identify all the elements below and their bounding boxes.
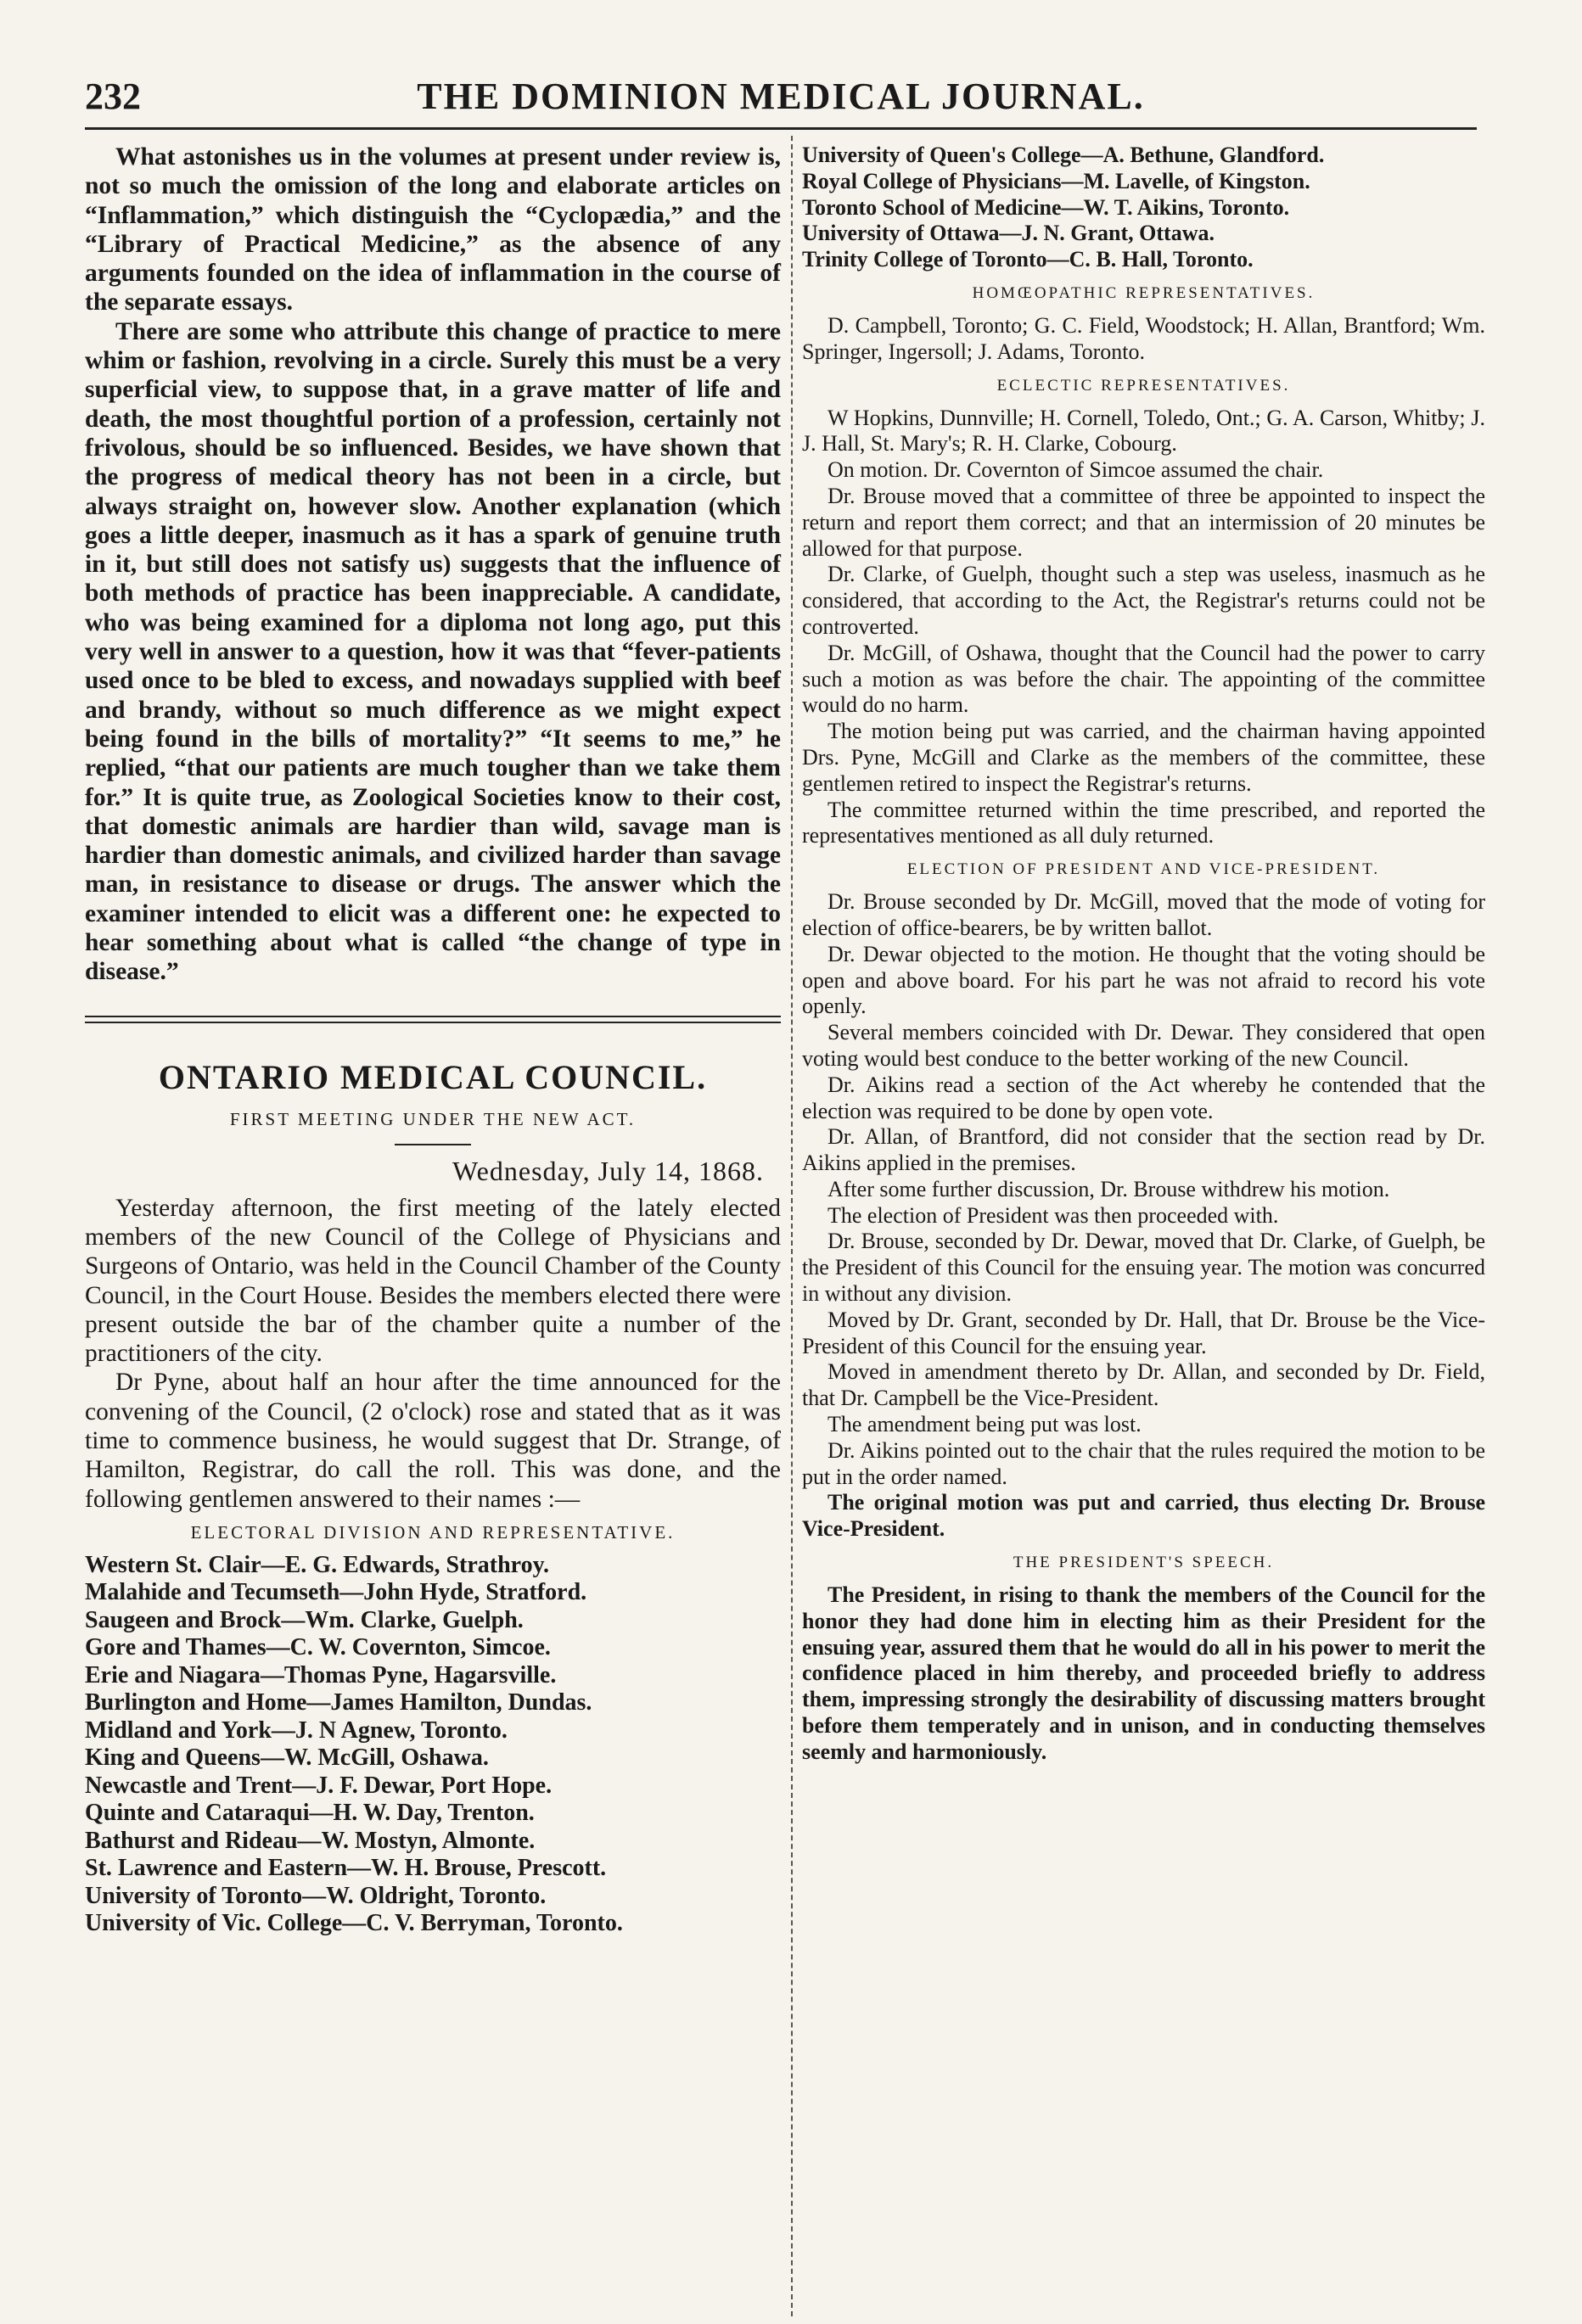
election-paragraph: The amendment being put was lost.	[827, 1412, 1142, 1437]
proceedings-paragraph: The committee returned within the time prescribed, and reported the representatives mentioned as all duly returned.	[802, 797, 1485, 848]
eclectic-heading: ECLECTIC REPRESENTATIVES.	[996, 376, 1291, 395]
proceedings-paragraph: On motion. Dr. Covernton of Simcoe assumed the chair.	[827, 457, 1324, 483]
right-column	[802, 143, 1485, 1766]
council-title: ONTARIO MEDICAL COUNCIL.	[158, 1057, 708, 1096]
election-paragraph: Dr. Dewar objected to the motion. He thought that the voting should be open and above board. For his part he was not afraid to record his vote openly.	[802, 941, 1485, 1019]
review-article-continuation	[85, 143, 781, 987]
proceedings-paragraph: The motion being put was carried, and the chairman having appointed Drs. Pyne, McGill and Clarke as the members of the committee, these gentlemen retired to inspect the Registrar's returns.	[802, 719, 1485, 796]
speech-paragraph: The President, in rising to thank the members of the Council for the honor they had done him in electing him as their President for the ensuing year, assured them that he would do all in his power to merit the confidence placed in him thereby, and proceeded briefly to address them, impressing strongly the desirability of discussing matters brought before them temperately and in unison, and in conducting themselves seemly and harmoniously.	[802, 1582, 1485, 1764]
header-rule	[85, 127, 1477, 130]
election-heading: ELECTION OF PRESIDENT AND VICE-PRESIDENT.	[906, 860, 1381, 879]
election-paragraph: Dr. Allan, of Brantford, did not consider that the section read by Dr. Aikins applied in the premises.	[802, 1124, 1485, 1176]
meeting-paragraph: Yesterday afternoon, the first meeting of the lately elected members of the new Council of the College of Physicians and Surgeons of Ontario, was held in the Council Chamber of the County Council, in the Court House. Besides the members elected there were present outside the bar of the chamber quite a number of the practitioners of the city.	[85, 1194, 781, 1368]
election-paragraph: Moved in amendment thereto by Dr. Allan, and seconded by Dr. Field, that Dr. Campbell be the Vice-President.	[802, 1359, 1485, 1411]
page-header	[85, 75, 1477, 143]
subtitle-rule	[395, 1144, 471, 1145]
election-paragraph: The election of President was then proceeded with.	[827, 1202, 1279, 1228]
representatives-list	[85, 1552, 781, 1938]
council-subtitle: FIRST MEETING UNDER THE NEW ACT.	[229, 1108, 637, 1129]
list-item: Erie and Niagara—Thomas Pyne, Hagarsville.	[85, 1661, 557, 1688]
list-item: University of Vic. College—C. V. Berryman, Toronto.	[85, 1910, 623, 1937]
list-item: Toronto School of Medicine—W. T. Aikins, Toronto.	[802, 194, 1290, 220]
election-paragraph: Dr. Brouse seconded by Dr. McGill, moved that the mode of voting for election of office-bearers, be by written ballot.	[802, 889, 1485, 940]
column-divider	[791, 136, 793, 2316]
list-item: University of Ottawa—J. N. Grant, Ottawa.	[802, 221, 1215, 246]
list-item: Newcastle and Trent—J. F. Dewar, Port Hope.	[85, 1772, 553, 1799]
journal-title: THE DOMINION MEDICAL JOURNAL.	[417, 76, 1145, 117]
election-paragraph: Dr. Aikins pointed out to the chair that the rules required the motion to be put in the order named.	[802, 1437, 1485, 1489]
election-paragraph: Dr. Brouse, seconded by Dr. Dewar, moved that Dr. Clarke, of Guelph, be the President of this Council for the ensuing year. The motion was concurred in without any division.	[802, 1229, 1485, 1307]
council-date: Wednesday, July 14, 1868.	[452, 1155, 764, 1186]
university-representatives-list	[802, 143, 1485, 273]
section-divider	[85, 1016, 781, 1023]
election-paragraph: The original motion was put and carried, thus electing Dr. Brouse Vice-President.	[802, 1490, 1485, 1542]
list-item: King and Queens—W. McGill, Oshawa.	[85, 1744, 489, 1772]
list-item: University of Toronto—W. Oldright, Toronto.	[85, 1882, 547, 1909]
review-paragraph: There are some who attribute this change of practice to mere whim or fashion, revolving in a circle. Surely this must be a very superficial view, to suppose that, in a grave matter of life and death, the most thoughtful portion of a profession, certainly not frivolous, should be so influenced. Besides, we have shown that the progress of medical theory has not been in a circle, but always straight on, however slow. Another explanation (which goes a little deeper, inasmuch as it has a spark of genuine truth in it, but still does not satisfy us) suggests that the influence of both methods of practice has been inappreciable. A candidate, who was being examined for a diploma not long ago, put this very well in answer to a question, how it was that “fever-patients used once to be bled to excess, and nowadays supplied with beef and brandy, without so much difference as we might expect being found in the bills of mortality?” “It seems to me,” he replied, “that our patients are much tougher than we take them for.” It is quite true, as Zoological Societies know to their cost, that domestic animals are hardier than wild, savage man is hardier than domestic animals, and civilized harder than savage man, in resistance to disease or drugs. The answer which the examiner intended to elicit was a different one: he expected to hear something about what is called “the change of type in disease.”	[85, 317, 781, 986]
proceedings-paragraph: Dr. McGill, of Oshawa, thought that the Council had the power to carry such a motion as was before the chair. The appointing of the committee would do no harm.	[802, 640, 1485, 718]
list-item: Royal College of Physicians—M. Lavelle, of Kingston.	[802, 168, 1310, 193]
list-item: Quinte and Cataraqui—H. W. Day, Trenton.	[85, 1800, 535, 1827]
proceedings-paragraph: Dr. Brouse moved that a committee of three be appointed to inspect the return and report them correct; and that an intermission of 20 minutes be allowed for that purpose.	[802, 483, 1485, 561]
list-item: Bathurst and Rideau—W. Mostyn, Almonte.	[85, 1827, 536, 1854]
meeting-paragraph: Dr Pyne, about half an hour after the time announced for the convening of the Council, (2 o'clock) rose and stated that as it was time to commence business, he would suggest that Dr. Strange, of Hamilton, Registrar, do call the roll. This was done, and the following gentlemen answered to their names :—	[85, 1369, 781, 1513]
review-paragraph: What astonishes us in the volumes at present under review is, not so much the omission of the long and elaborate articles on “Inflammation,” which distinguish the “Cyclopædia,” and the “Library of Practical Medicine,” as the absence of any arguments founded on the idea of inflammation in the course of the separate essays.	[85, 143, 781, 316]
list-item: Burlington and Home—James Hamilton, Dundas.	[85, 1689, 592, 1716]
list-item: Trinity College of Toronto—C. B. Hall, Toronto.	[802, 247, 1254, 272]
homoeopathic-list: D. Campbell, Toronto; G. C. Field, Woodstock; H. Allan, Brantford; Wm. Springer, Ingersoll; J. Adams, Toronto.	[802, 312, 1485, 364]
list-item: Gore and Thames—C. W. Covernton, Simcoe.	[85, 1634, 551, 1661]
list-item: University of Queen's College—A. Bethune, Glandford.	[802, 143, 1325, 167]
homoeopathic-heading: HOMŒOPATHIC REPRESENTATIVES.	[972, 283, 1316, 302]
list-item: Western St. Clair—E. G. Edwards, Strathroy.	[85, 1551, 550, 1578]
election-paragraph: Dr. Aikins read a section of the Act whereby he contended that the election was required to be done by open vote.	[802, 1072, 1485, 1123]
speech-heading: THE PRESIDENT'S SPEECH.	[1013, 1554, 1275, 1572]
list-item: Malahide and Tecumseth—John Hyde, Stratford.	[85, 1579, 587, 1606]
proceedings-paragraph: Dr. Clarke, of Guelph, thought such a step was useless, inasmuch as he considered, that according to the Act, the Registrar's returns could not be controverted.	[802, 562, 1485, 639]
election-paragraph: Moved by Dr. Grant, seconded by Dr. Hall, that Dr. Brouse be the Vice-President of this Council for the ensuing year.	[802, 1307, 1485, 1358]
eclectic-list: W Hopkins, Dunnville; H. Cornell, Toledo, Ont.; G. A. Carson, Whitby; J. J. Hall, St. Mary's; R. H. Clarke, Cobourg.	[802, 405, 1485, 456]
electoral-heading: ELECTORAL DIVISION AND REPRESENTATIVE.	[190, 1521, 676, 1543]
election-paragraph: After some further discussion, Dr. Brouse withdrew his motion.	[827, 1176, 1390, 1201]
list-item: St. Lawrence and Eastern—W. H. Brouse, Prescott.	[85, 1855, 607, 1882]
page-number: 232	[85, 76, 141, 117]
election-paragraph: Several members coincided with Dr. Dewar. They considered that open voting would best conduce to the better working of the new Council.	[802, 1020, 1485, 1071]
list-item: Midland and York—J. N Agnew, Toronto.	[85, 1716, 508, 1744]
left-column	[85, 143, 781, 1938]
list-item: Saugeen and Brock—Wm. Clarke, Guelph.	[85, 1606, 524, 1633]
